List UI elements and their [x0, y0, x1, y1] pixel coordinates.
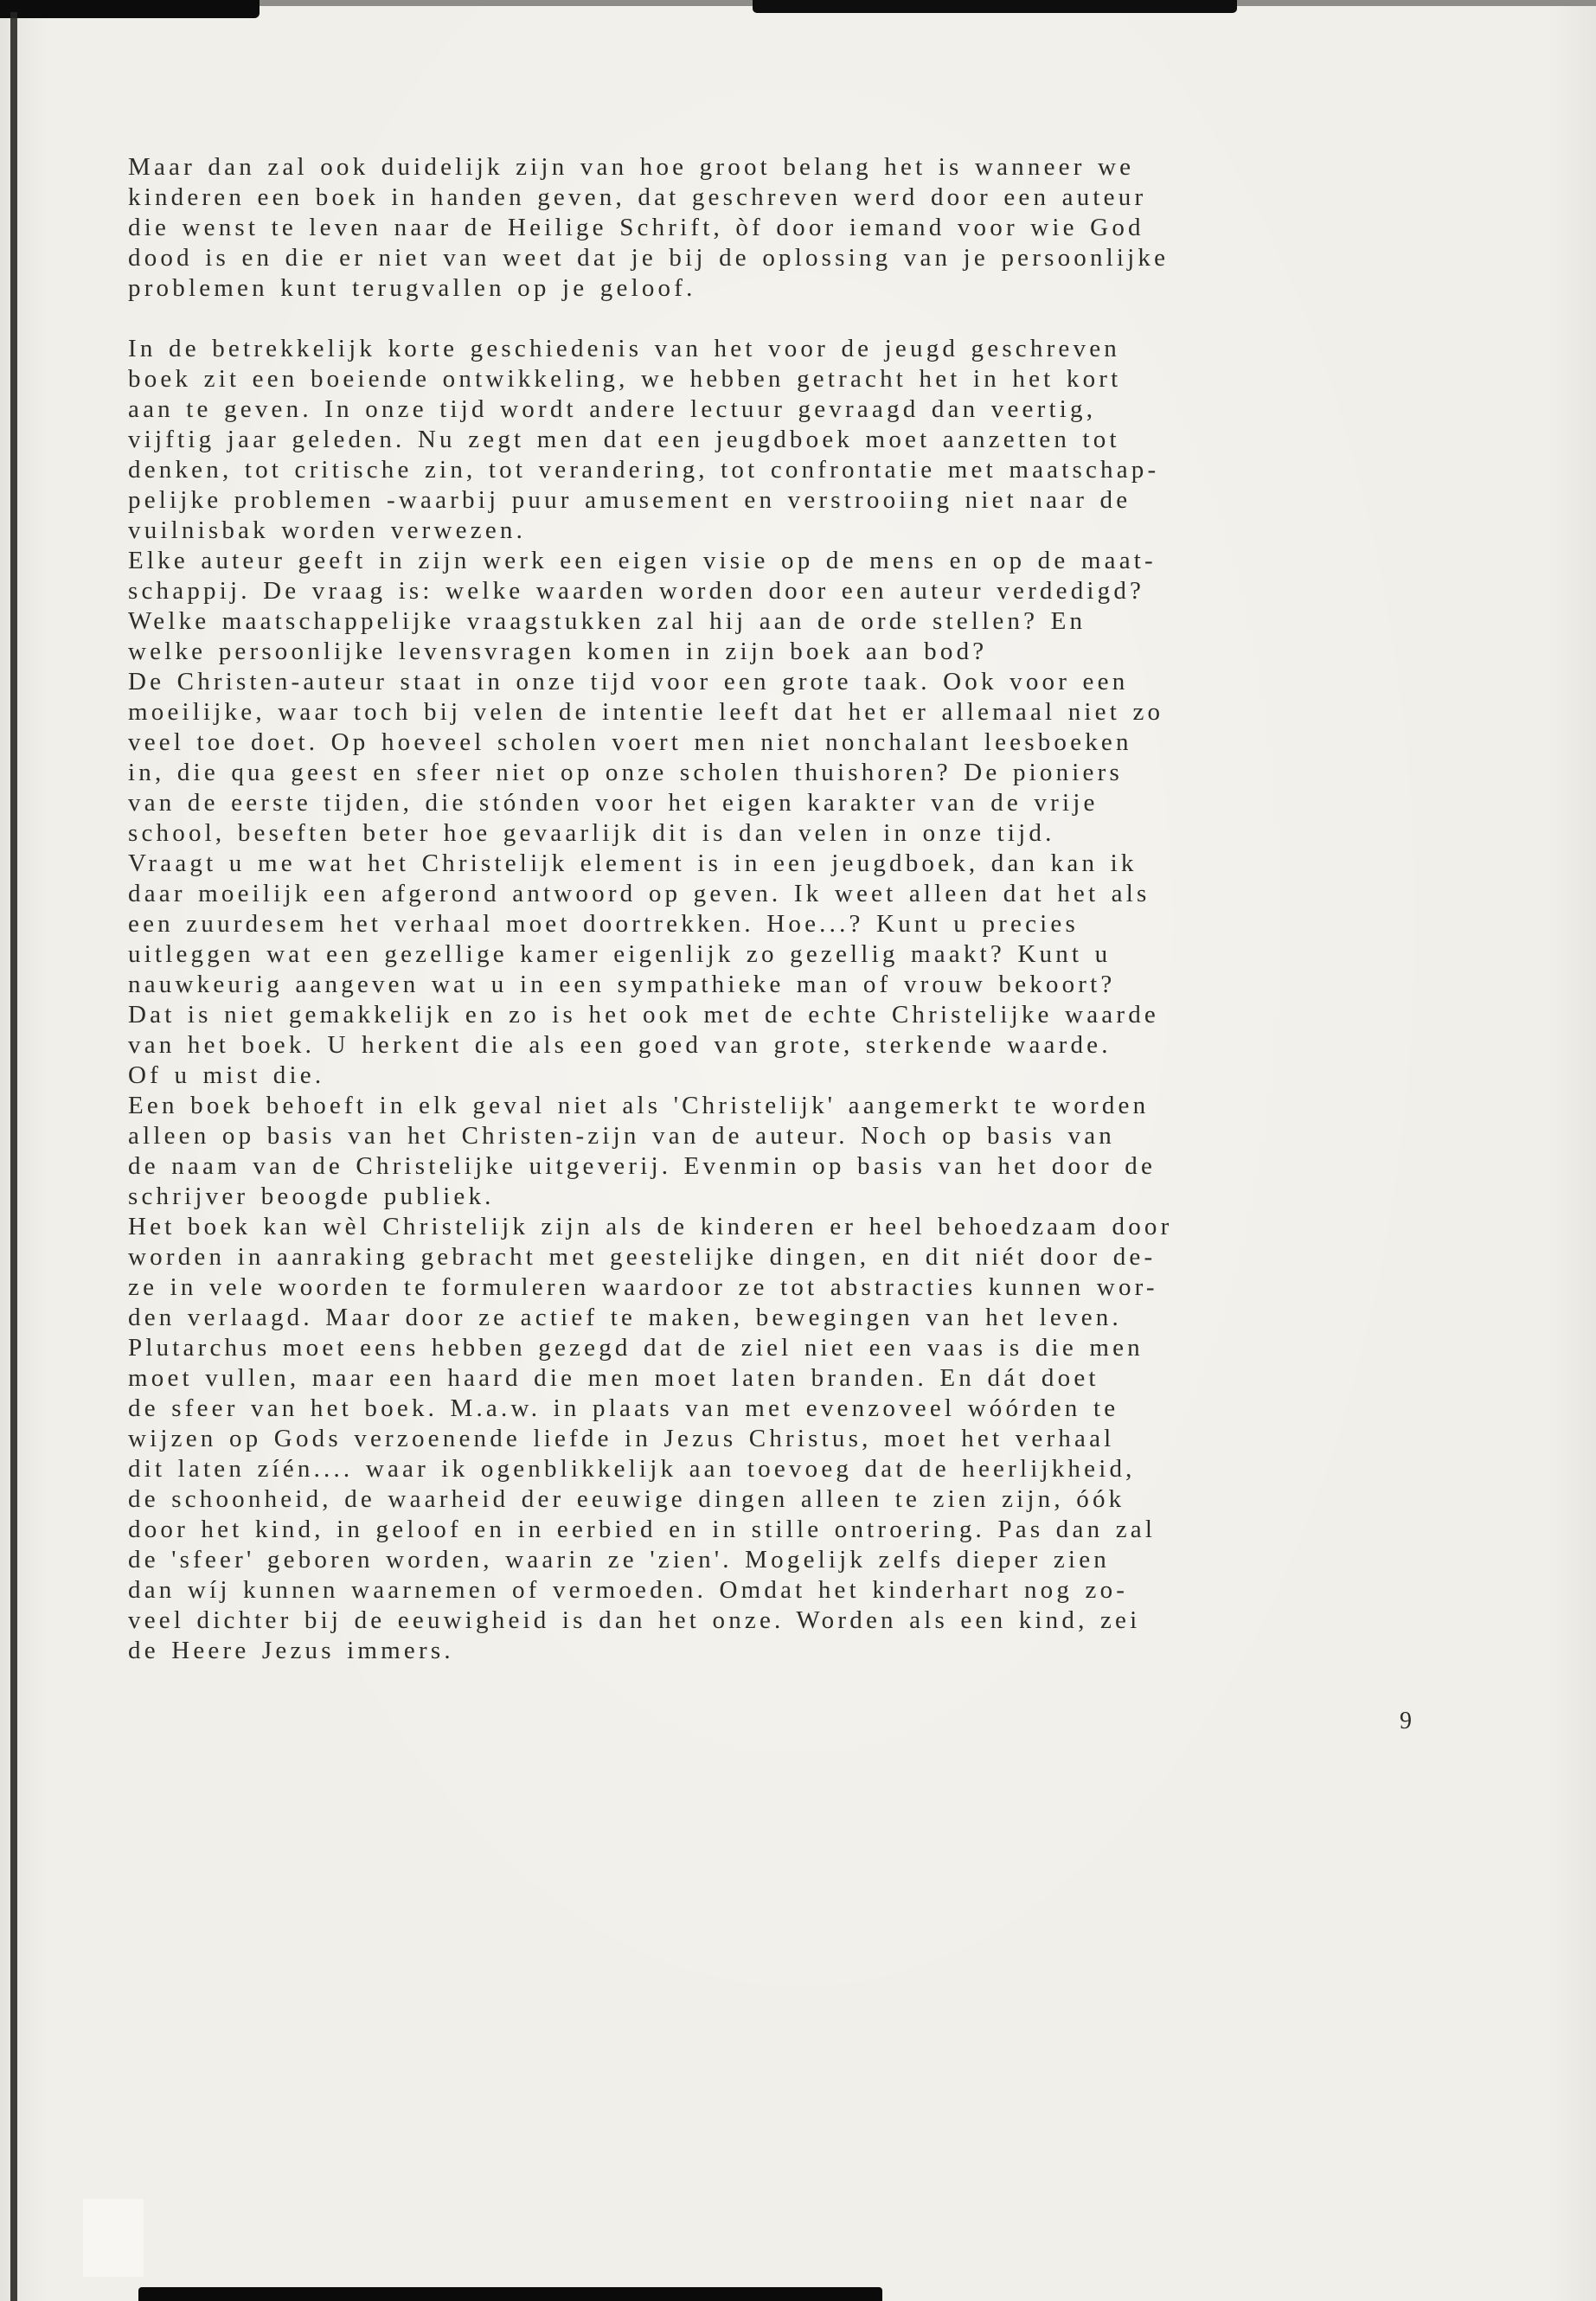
text-line: kinderen een boek in handen geven, dat geschreven werd door een auteur	[128, 183, 1147, 211]
text-line: de sfeer van het boek. M.a.w. in plaats van met evenzoveel wóórden te	[128, 1394, 1119, 1422]
text-line: den verlaagd. Maar door ze actief te maken, bewegingen van het leven.	[128, 1304, 1122, 1331]
text-line: boek zit een boeiende ontwikkeling, we hebben getracht het in het kort	[128, 365, 1122, 393]
scan-blotch-bottom	[138, 2287, 882, 2301]
text-line: aan te geven. In onze tijd wordt andere lectuur gevraagd dan veertig,	[128, 395, 1097, 423]
text-line: Of u mist die.	[128, 1061, 325, 1089]
text-line: in, die qua geest en sfeer niet op onze scholen thuishoren? De pioniers	[128, 759, 1123, 786]
text-line: Elke auteur geeft in zijn werk een eigen visie op de mens en op de maat-	[128, 547, 1157, 574]
text-line: veel toe doet. Op hoeveel scholen voert men niet nonchalant leesboeken	[128, 728, 1132, 756]
text-line: schrijver beoogde publiek.	[128, 1183, 495, 1210]
paragraph	[128, 152, 1477, 304]
text-line: In de betrekkelijk korte geschiedenis van het voor de jeugd geschreven	[128, 335, 1120, 362]
paragraph	[128, 334, 1477, 1666]
text-line: pelijke problemen -waarbij puur amusement en verstrooiing niet naar de	[128, 486, 1131, 514]
text-line: De Christen-auteur staat in onze tijd voor een grote taak. Ook voor een	[128, 668, 1129, 695]
text-line: Maar dan zal ook duidelijk zijn van hoe groot belang het is wanneer we	[128, 153, 1135, 181]
text-line: de 'sfeer' geboren worden, waarin ze 'zien'. Mogelijk zelfs dieper zien	[128, 1546, 1110, 1574]
text-line: worden in aanraking gebracht met geestelijke dingen, en dit niét door de-	[128, 1243, 1157, 1271]
text-line: uitleggen wat een gezellige kamer eigenlijk zo gezellig maakt? Kunt u	[128, 940, 1112, 968]
text-line: door het kind, in geloof en in eerbied en in stille ontroering. Pas dan zal	[128, 1516, 1157, 1543]
scan-smudge-bottom-left	[83, 2199, 144, 2277]
text-line: dit laten zíén.... waar ik ogenblikkelijk aan toevoeg dat de heerlijkheid,	[128, 1455, 1136, 1483]
text-line: die wenst te leven naar de Heilige Schrift, òf door iemand voor wie God	[128, 214, 1144, 241]
scan-blotch-top-center	[753, 0, 1237, 13]
text-line: school, beseften beter hoe gevaarlijk dit is dan velen in onze tijd.	[128, 819, 1055, 847]
text-line: dood is en die er niet van weet dat je bij de oplossing van je persoonlijke	[128, 244, 1170, 272]
text-line: problemen kunt terugvallen op je geloof.	[128, 274, 696, 302]
text-line: dan wíj kunnen waarnemen of vermoeden. Omdat het kinderhart nog zo-	[128, 1576, 1129, 1604]
text-line: daar moeilijk een afgerond antwoord op geven. Ik weet alleen dat het als	[128, 880, 1151, 907]
body-text	[128, 152, 1477, 1666]
scan-blotch-top-left	[0, 0, 260, 18]
text-line: de naam van de Christelijke uitgeverij. Evenmin op basis van het door de	[128, 1152, 1157, 1180]
text-line: van de eerste tijden, die stónden voor het eigen karakter van de vrije	[128, 789, 1099, 817]
text-line: ze in vele woorden te formuleren waardoor ze tot abstracties kunnen wor-	[128, 1273, 1158, 1301]
text-line: van het boek. U herkent die als een goed van grote, sterkende waarde.	[128, 1031, 1112, 1059]
text-line: moeilijke, waar toch bij velen de intentie leeft dat het er allemaal niet zo	[128, 698, 1164, 726]
text-line: Plutarchus moet eens hebben gezegd dat de ziel niet een vaas is die men	[128, 1334, 1144, 1362]
text-line: vijftig jaar geleden. Nu zegt men dat een jeugdboek moet aanzetten tot	[128, 426, 1120, 453]
text-line: Het boek kan wèl Christelijk zijn als de kinderen er heel behoedzaam door	[128, 1213, 1173, 1240]
text-line: een zuurdesem het verhaal moet doortrekken. Hoe...? Kunt u precies	[128, 910, 1079, 938]
text-line: vuilnisbak worden verwezen.	[128, 516, 527, 544]
text-line: wijzen op Gods verzoenende liefde in Jezus Christus, moet het verhaal	[128, 1425, 1115, 1452]
text-line: nauwkeurig aangeven wat u in een sympathieke man of vrouw bekoort?	[128, 971, 1116, 998]
text-line: de schoonheid, de waarheid der eeuwige dingen alleen te zien zijn, óók	[128, 1485, 1125, 1513]
text-line: alleen op basis van het Christen-zijn van de auteur. Noch op basis van	[128, 1122, 1115, 1150]
text-line: denken, tot critische zin, tot verandering, tot confrontatie met maatschap-	[128, 456, 1160, 484]
text-line: moet vullen, maar een haard die men moet laten branden. En dát doet	[128, 1364, 1099, 1392]
text-line: Een boek behoeft in elk geval niet als 'Christelijk' aangemerkt te worden	[128, 1092, 1150, 1119]
text-line: schappij. De vraag is: welke waarden worden door een auteur verdedigd?	[128, 577, 1145, 605]
scan-edge-left	[10, 12, 17, 2301]
text-line: Dat is niet gemakkelijk en zo is het ook met de echte Christelijke waarde	[128, 1001, 1159, 1029]
text-line: veel dichter bij de eeuwigheid is dan het onze. Worden als een kind, zei	[128, 1606, 1141, 1634]
text-line: Vraagt u me wat het Christelijk element is in een jeugdboek, dan kan ik	[128, 849, 1138, 877]
text-line: welke persoonlijke levensvragen komen in zijn boek aan bod?	[128, 638, 988, 665]
text-line: Welke maatschappelijke vraagstukken zal hij aan de orde stellen? En	[128, 607, 1086, 635]
text-line: de Heere Jezus immers.	[128, 1637, 454, 1664]
page-number: 9	[1400, 1708, 1412, 1734]
